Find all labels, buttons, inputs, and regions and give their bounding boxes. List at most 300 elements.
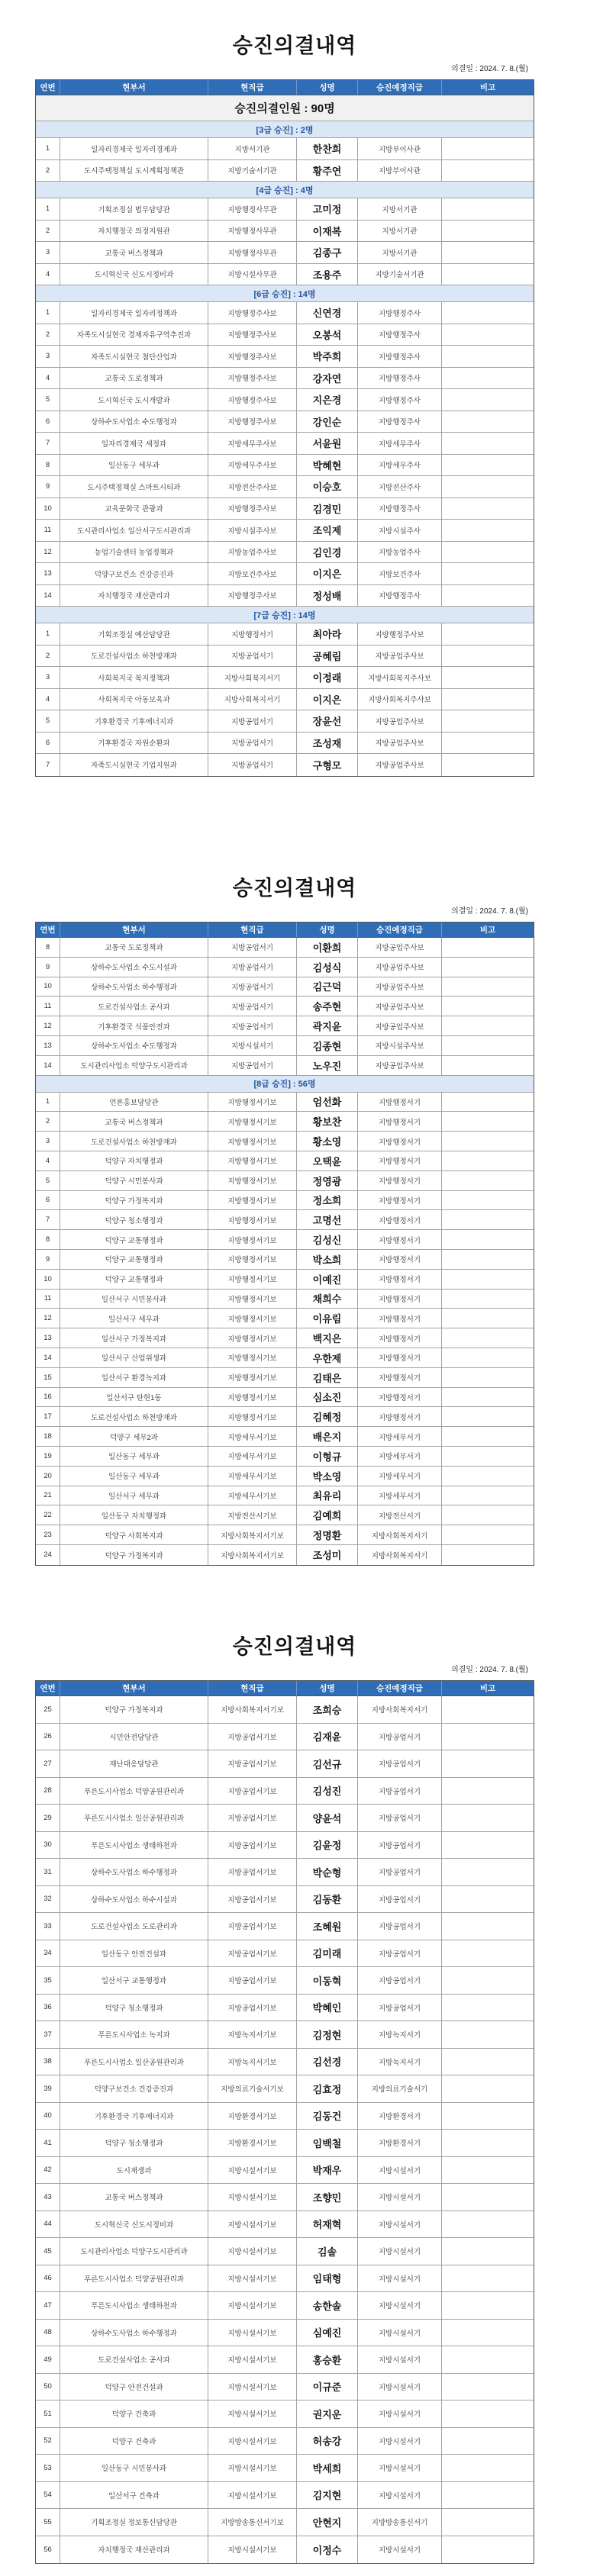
- remarks-cell: [442, 977, 534, 997]
- section-header-row: [36, 1076, 534, 1093]
- remarks-cell: [442, 2320, 534, 2346]
- column-header-remarks: 비고: [479, 83, 496, 92]
- current-rank-cell: 지방시설서기보: [208, 2374, 297, 2401]
- person-name-cell: 조익제: [297, 520, 358, 541]
- person-name-cell: 공혜림: [297, 646, 358, 667]
- target-rank-cell: 지방부이사관: [358, 160, 442, 182]
- column-header-current-rank: 현직급: [208, 1681, 297, 1695]
- target-rank-cell: 지방공업주사보: [358, 958, 442, 977]
- row-number-cell: 22: [36, 1505, 60, 1525]
- table-row: [36, 2075, 534, 2103]
- current-rank-cell: 지방기술서기관: [208, 160, 297, 182]
- remarks-cell: [442, 2401, 534, 2427]
- department-cell: 일산동구 시민봉사과: [60, 2455, 208, 2481]
- department-cell: 사회복지국 복지정책과: [60, 667, 208, 688]
- person-name-cell: 정명환: [297, 1525, 358, 1544]
- current-rank-cell: 지방공업서기보: [208, 1805, 297, 1831]
- target-rank-cell: 지방세무서기: [358, 1427, 442, 1446]
- person-name-cell: 김인경: [297, 542, 358, 563]
- row-number-cell: 15: [36, 1368, 60, 1387]
- target-rank-cell: 지방공업서기: [358, 1832, 442, 1859]
- person-name-cell: 강인순: [297, 411, 358, 433]
- department-cell: 도시관리사업소 일산서구도시관리과: [60, 520, 208, 541]
- person-name-cell: 조희승: [297, 1696, 358, 1723]
- target-rank-cell: 지방행정서기: [358, 1290, 442, 1309]
- department-cell: 상하수도사업소 수도행정과: [60, 411, 208, 433]
- table-row: [36, 2130, 534, 2157]
- current-rank-cell: 지방시설서기보: [208, 2238, 297, 2265]
- row-number-cell: 9: [36, 476, 60, 497]
- column-header-department: 현부서: [60, 80, 208, 95]
- table-row: [36, 389, 534, 411]
- table-header-row: [36, 80, 534, 95]
- remarks-cell: [442, 2346, 534, 2373]
- current-rank-cell: 지방녹지서기보: [208, 2049, 297, 2075]
- row-number-cell: 14: [36, 1056, 60, 1075]
- target-rank-cell: 지방서기관: [358, 221, 442, 242]
- target-rank-cell: 지방사회복지서기: [358, 1696, 442, 1723]
- department-cell: 상하수도사업소 하수행정과: [60, 977, 208, 997]
- person-name-cell: 박소영: [297, 1467, 358, 1486]
- current-rank-cell: 지방행정주사보: [208, 498, 297, 520]
- row-number-cell: 13: [36, 1328, 60, 1348]
- person-name-cell: 송한솔: [297, 2292, 358, 2319]
- remarks-cell: [442, 1778, 534, 1805]
- table-row: [36, 1309, 534, 1328]
- target-rank-cell: 지방행정주사: [358, 346, 442, 367]
- row-number-cell: 49: [36, 2346, 60, 2373]
- remarks-cell: [442, 2482, 534, 2509]
- target-rank-cell: 지방행정주사: [358, 302, 442, 324]
- column-header-target-rank: 승진예정직급: [358, 1681, 442, 1695]
- target-rank-cell: 지방행정서기: [358, 1230, 442, 1249]
- department-cell: 덕양구 교통행정과: [60, 1250, 208, 1269]
- person-name-cell: 이정래: [297, 667, 358, 688]
- person-name-cell: 노우진: [297, 1056, 358, 1075]
- row-number-cell: 3: [36, 346, 60, 367]
- row-number-cell: 29: [36, 1805, 60, 1831]
- department-cell: 상하수도사업소 수도시설과: [60, 958, 208, 977]
- remarks-cell: [442, 1447, 534, 1466]
- table-row: [36, 1210, 534, 1230]
- remarks-cell: [442, 2292, 534, 2319]
- document-title: 승진의결내역: [232, 1635, 357, 1658]
- remarks-cell: [442, 1913, 534, 1940]
- person-name-cell: 지은경: [297, 389, 358, 411]
- current-rank-cell: 지방공업서기: [208, 997, 297, 1016]
- person-name-cell: 이지은: [297, 689, 358, 710]
- department-cell: 도시혁신국 도시개발과: [60, 389, 208, 411]
- table-row: [36, 2049, 534, 2076]
- target-rank-cell: 지방공업서기: [358, 1778, 442, 1805]
- person-name-cell: 황소영: [297, 1132, 358, 1151]
- table-row: [36, 1171, 534, 1191]
- table-row: [36, 2482, 534, 2510]
- target-rank-cell: 지방공업서기: [358, 1886, 442, 1913]
- row-number-cell: 51: [36, 2401, 60, 2427]
- remarks-cell: [442, 411, 534, 433]
- remarks-cell: [442, 2157, 534, 2184]
- target-rank-cell: 지방서기관: [358, 198, 442, 220]
- remarks-cell: [442, 242, 534, 263]
- department-cell: 도로건설사업소 공사과: [60, 2346, 208, 2373]
- target-rank-cell: 지방시설서기: [358, 2292, 442, 2319]
- current-rank-cell: 지방행정서기보: [208, 1250, 297, 1269]
- person-name-cell: 이규준: [297, 2374, 358, 2401]
- person-name-cell: 이재복: [297, 221, 358, 242]
- table-row: [36, 346, 534, 368]
- row-number-cell: 41: [36, 2130, 60, 2156]
- table-row: [36, 2536, 534, 2564]
- document-title: 승진의결내역: [232, 34, 357, 57]
- table-row: [36, 733, 534, 755]
- target-rank-cell: 지방행정서기: [358, 1093, 442, 1112]
- department-cell: 덕양구 청소행정과: [60, 2130, 208, 2156]
- remarks-cell: [442, 958, 534, 977]
- total-count-label: 승진의결인원 : 90명: [234, 102, 335, 115]
- department-cell: 언론홍보담당관: [60, 1093, 208, 1112]
- row-number-cell: 28: [36, 1778, 60, 1805]
- remarks-cell: [442, 2509, 534, 2536]
- remarks-cell: [442, 1093, 534, 1112]
- promotion-table: [35, 79, 534, 777]
- column-header-no: 연번: [36, 1681, 60, 1695]
- target-rank-cell: 지방공업주사보: [358, 938, 442, 957]
- table-row: [36, 2401, 534, 2428]
- person-name-cell: 고명선: [297, 1210, 358, 1229]
- person-name-cell: 곽지윤: [297, 1016, 358, 1035]
- remarks-cell: [442, 542, 534, 563]
- table-row: [36, 476, 534, 498]
- remarks-cell: [442, 520, 534, 541]
- row-number-cell: 1: [36, 302, 60, 324]
- department-cell: 상하수도사업소 하수시설과: [60, 1886, 208, 1913]
- row-number-cell: 47: [36, 2292, 60, 2319]
- current-rank-cell: 지방시설서기보: [208, 2265, 297, 2292]
- person-name-cell: 김종구: [297, 242, 358, 263]
- row-number-cell: 14: [36, 1348, 60, 1367]
- promotion-table: [35, 1680, 534, 2564]
- table-row: [36, 2374, 534, 2401]
- target-rank-cell: 지방시설서기: [358, 2428, 442, 2455]
- target-rank-cell: 지방세무주사: [358, 455, 442, 476]
- remarks-cell: [442, 2049, 534, 2075]
- remarks-cell: [442, 1467, 534, 1486]
- target-rank-cell: 지방행정서기: [358, 1112, 442, 1131]
- target-rank-cell: 지방행정주사: [358, 389, 442, 411]
- target-rank-cell: 지방행정서기: [358, 1191, 442, 1210]
- target-rank-cell: 지방시설서기: [358, 2346, 442, 2373]
- current-rank-cell: 지방시설서기보: [208, 2211, 297, 2238]
- current-rank-cell: 지방시설사무관: [208, 264, 297, 285]
- target-rank-cell: 지방보건주사: [358, 563, 442, 584]
- remarks-cell: [442, 689, 534, 710]
- row-number-cell: 2: [36, 1112, 60, 1131]
- section-header-row: [36, 285, 534, 302]
- row-number-cell: 39: [36, 2075, 60, 2102]
- table-row: [36, 1486, 534, 1506]
- current-rank-cell: 지방서기관: [208, 138, 297, 159]
- current-rank-cell: 지방세무서기보: [208, 1467, 297, 1486]
- person-name-cell: 정영광: [297, 1171, 358, 1190]
- target-rank-cell: 지방방송통신서기: [358, 2509, 442, 2536]
- table-row: [36, 2021, 534, 2049]
- department-cell: 일산동구 세무과: [60, 455, 208, 476]
- person-name-cell: 이정수: [297, 2536, 358, 2564]
- remarks-cell: [442, 2103, 534, 2130]
- table-row: [36, 160, 534, 182]
- current-rank-cell: 지방시설서기보: [208, 2401, 297, 2427]
- person-name-cell: 김효정: [297, 2075, 358, 2102]
- column-header-no: 연번: [36, 80, 60, 95]
- remarks-cell: [442, 1486, 534, 1505]
- remarks-cell: [442, 1112, 534, 1131]
- current-rank-cell: 지방행정주사보: [208, 324, 297, 346]
- column-header-target-rank: 승진예정직급: [358, 923, 442, 937]
- department-cell: 일자리경제국 일자리경제과: [60, 138, 208, 159]
- remarks-cell: [442, 1805, 534, 1831]
- table-row: [36, 2238, 534, 2265]
- department-cell: 상하수도사업소 수도행정과: [60, 1036, 208, 1055]
- column-header-remarks: 비고: [479, 926, 496, 935]
- department-cell: 도시주택정책실 스마트시티과: [60, 476, 208, 497]
- row-number-cell: 7: [36, 754, 60, 776]
- column-header-remarks: 비고: [479, 1684, 496, 1693]
- table-row: [36, 264, 534, 286]
- person-name-cell: 김선경: [297, 2049, 358, 2075]
- current-rank-cell: 지방공업서기보: [208, 1724, 297, 1750]
- department-cell: 기후환경국 자원순환과: [60, 733, 208, 754]
- table-body: [36, 1696, 534, 2563]
- table-row: [36, 520, 534, 542]
- remarks-cell: [442, 368, 534, 389]
- current-rank-cell: 지방행정서기보: [208, 1388, 297, 1407]
- row-number-cell: 53: [36, 2455, 60, 2481]
- person-name-cell: 임백철: [297, 2130, 358, 2156]
- target-rank-cell: 지방시설서기: [358, 2455, 442, 2481]
- current-rank-cell: 지방환경서기보: [208, 2130, 297, 2156]
- row-number-cell: 33: [36, 1913, 60, 1940]
- target-rank-cell: 지방농업주사: [358, 542, 442, 563]
- table-row: [36, 2103, 534, 2130]
- table-row: [36, 710, 534, 733]
- department-cell: 덕양구 가정복지과: [60, 1191, 208, 1210]
- table-row: [36, 1290, 534, 1309]
- department-cell: 기후환경국 식품안전과: [60, 1016, 208, 1035]
- current-rank-cell: 지방사회복지서기: [208, 689, 297, 710]
- section-label: [7급 승진] : 14명: [253, 610, 316, 620]
- target-rank-cell: 지방행정서기: [358, 1250, 442, 1269]
- table-row: [36, 1270, 534, 1290]
- target-rank-cell: 지방공업주사보: [358, 754, 442, 776]
- table-row: [36, 1036, 534, 1056]
- target-rank-cell: 지방행정서기: [358, 1388, 442, 1407]
- table-row: [36, 2428, 534, 2455]
- person-name-cell: 심소진: [297, 1388, 358, 1407]
- summary-row: [36, 95, 534, 121]
- department-cell: 교통국 버스정책과: [60, 1112, 208, 1131]
- current-rank-cell: 지방시설서기보: [208, 2157, 297, 2184]
- person-name-cell: 김혜정: [297, 1407, 358, 1426]
- person-name-cell: 조성재: [297, 733, 358, 754]
- table-body: [36, 95, 534, 776]
- current-rank-cell: 지방행정서기보: [208, 1191, 297, 1210]
- table-row: [36, 977, 534, 997]
- remarks-cell: [442, 302, 534, 324]
- person-name-cell: 김성진: [297, 1778, 358, 1805]
- current-rank-cell: 지방세무서기보: [208, 1486, 297, 1505]
- target-rank-cell: 지방공업주사보: [358, 646, 442, 667]
- person-name-cell: 김재윤: [297, 1724, 358, 1750]
- table-row: [36, 1427, 534, 1447]
- current-rank-cell: 지방공업서기: [208, 958, 297, 977]
- table-row: [36, 1250, 534, 1270]
- person-name-cell: 우한제: [297, 1348, 358, 1367]
- target-rank-cell: 지방시설서기: [358, 2536, 442, 2564]
- row-number-cell: 50: [36, 2374, 60, 2401]
- person-name-cell: 양윤석: [297, 1805, 358, 1831]
- row-number-cell: 30: [36, 1832, 60, 1859]
- table-row: [36, 1696, 534, 1724]
- remarks-cell: [442, 1230, 534, 1249]
- row-number-cell: 8: [36, 1230, 60, 1249]
- remarks-cell: [442, 1388, 534, 1407]
- remarks-cell: [442, 2184, 534, 2211]
- person-name-cell: 김윤정: [297, 1832, 358, 1859]
- table-row: [36, 1886, 534, 1914]
- row-number-cell: 3: [36, 242, 60, 263]
- target-rank-cell: 지방행정서기: [358, 1328, 442, 1348]
- department-cell: 기후환경국 기후에너지과: [60, 2103, 208, 2130]
- target-rank-cell: 지방공업주사보: [358, 997, 442, 1016]
- remarks-cell: [442, 1290, 534, 1309]
- current-rank-cell: 지방사회복지서기보: [208, 1525, 297, 1544]
- table-row: [36, 2211, 534, 2239]
- remarks-cell: [442, 2130, 534, 2156]
- remarks-cell: [442, 1724, 534, 1750]
- remarks-cell: [442, 1191, 534, 1210]
- remarks-cell: [442, 1525, 534, 1544]
- current-rank-cell: 지방공업서기보: [208, 1750, 297, 1777]
- row-number-cell: 35: [36, 1967, 60, 1994]
- remarks-cell: [442, 2536, 534, 2564]
- table-row: [36, 689, 534, 711]
- current-rank-cell: 지방행정서기보: [208, 1368, 297, 1387]
- remarks-cell: [442, 754, 534, 776]
- person-name-cell: 오택윤: [297, 1151, 358, 1170]
- row-number-cell: 3: [36, 1132, 60, 1151]
- target-rank-cell: 지방공업주사보: [358, 977, 442, 997]
- current-rank-cell: 지방방송통신서기보: [208, 2509, 297, 2536]
- current-rank-cell: 지방공업서기보: [208, 1886, 297, 1913]
- column-header-no: 연번: [36, 923, 60, 937]
- department-cell: 덕양구 세무2과: [60, 1427, 208, 1446]
- row-number-cell: 23: [36, 1525, 60, 1544]
- person-name-cell: 이형규: [297, 1447, 358, 1466]
- table-row: [36, 1348, 534, 1368]
- person-name-cell: 박혜인: [297, 1995, 358, 2021]
- target-rank-cell: 지방시설서기: [358, 2401, 442, 2427]
- current-rank-cell: 지방공업서기: [208, 1016, 297, 1035]
- current-rank-cell: 지방전산주사보: [208, 476, 297, 497]
- target-rank-cell: 지방시설서기: [358, 2265, 442, 2292]
- department-cell: 도시관리사업소 덕양구도시관리과: [60, 1056, 208, 1075]
- department-cell: 덕양구 교통행정과: [60, 1270, 208, 1289]
- current-rank-cell: 지방공업서기보: [208, 1967, 297, 1994]
- department-cell: 기후환경국 기후에너지과: [60, 710, 208, 732]
- remarks-cell: [442, 1940, 534, 1967]
- target-rank-cell: 지방공업서기: [358, 1995, 442, 2021]
- column-header-current-rank: 현직급: [208, 923, 297, 937]
- remarks-cell: [442, 1886, 534, 1913]
- remarks-cell: [442, 2238, 534, 2265]
- row-number-cell: 18: [36, 1427, 60, 1446]
- table-row: [36, 2157, 534, 2185]
- row-number-cell: 3: [36, 667, 60, 688]
- row-number-cell: 36: [36, 1995, 60, 2021]
- row-number-cell: 16: [36, 1388, 60, 1407]
- person-name-cell: 이유림: [297, 1309, 358, 1328]
- target-rank-cell: 지방공업주사보: [358, 1056, 442, 1075]
- person-name-cell: 신연경: [297, 302, 358, 324]
- current-rank-cell: 지방시설서기보: [208, 2482, 297, 2509]
- row-number-cell: 8: [36, 455, 60, 476]
- department-cell: 농업기술센터 농업정책과: [60, 542, 208, 563]
- department-cell: 일산동구 세무과: [60, 1447, 208, 1466]
- department-cell: 푸른도시사업소 생태하천과: [60, 2292, 208, 2319]
- target-rank-cell: 지방사회복지서기: [358, 1525, 442, 1544]
- target-rank-cell: 지방사회복지서기: [358, 1545, 442, 1565]
- row-number-cell: 4: [36, 264, 60, 285]
- row-number-cell: 1: [36, 198, 60, 220]
- row-number-cell: 26: [36, 1724, 60, 1750]
- row-number-cell: 10: [36, 977, 60, 997]
- row-number-cell: 12: [36, 542, 60, 563]
- row-number-cell: 56: [36, 2536, 60, 2564]
- current-rank-cell: 지방녹지서기보: [208, 2021, 297, 2048]
- current-rank-cell: 지방행정서기보: [208, 1171, 297, 1190]
- person-name-cell: 정성배: [297, 585, 358, 607]
- remarks-cell: [442, 324, 534, 346]
- current-rank-cell: 지방행정서기보: [208, 1210, 297, 1229]
- department-cell: 자치행정국 재산관리과: [60, 2536, 208, 2564]
- remarks-cell: [442, 1368, 534, 1387]
- target-rank-cell: 지방환경서기: [358, 2103, 442, 2130]
- row-number-cell: 8: [36, 938, 60, 957]
- column-header-name: 성명: [297, 1681, 358, 1695]
- current-rank-cell: 지방공업서기: [208, 733, 297, 754]
- remarks-cell: [442, 1270, 534, 1289]
- current-rank-cell: 지방사회복지서기보: [208, 1696, 297, 1723]
- person-name-cell: 배은지: [297, 1427, 358, 1446]
- department-cell: 교통국 버스정책과: [60, 242, 208, 263]
- table-row: [36, 1230, 534, 1250]
- column-header-current-rank: 현직급: [208, 80, 297, 95]
- table-row: [36, 242, 534, 264]
- table-body: [36, 938, 534, 1565]
- department-cell: 덕양구 안전건설과: [60, 2374, 208, 2401]
- table-row: [36, 542, 534, 564]
- row-number-cell: 5: [36, 1171, 60, 1190]
- remarks-cell: [442, 997, 534, 1016]
- table-row: [36, 1545, 534, 1565]
- row-number-cell: 2: [36, 646, 60, 667]
- remarks-cell: [442, 1407, 534, 1426]
- table-row: [36, 646, 534, 668]
- department-cell: 푸른도시사업소 덕양공원관리과: [60, 1778, 208, 1805]
- decision-date: 의결일 : 2024. 7. 8.(월): [451, 907, 528, 916]
- column-header-target-rank: 승진예정직급: [358, 80, 442, 95]
